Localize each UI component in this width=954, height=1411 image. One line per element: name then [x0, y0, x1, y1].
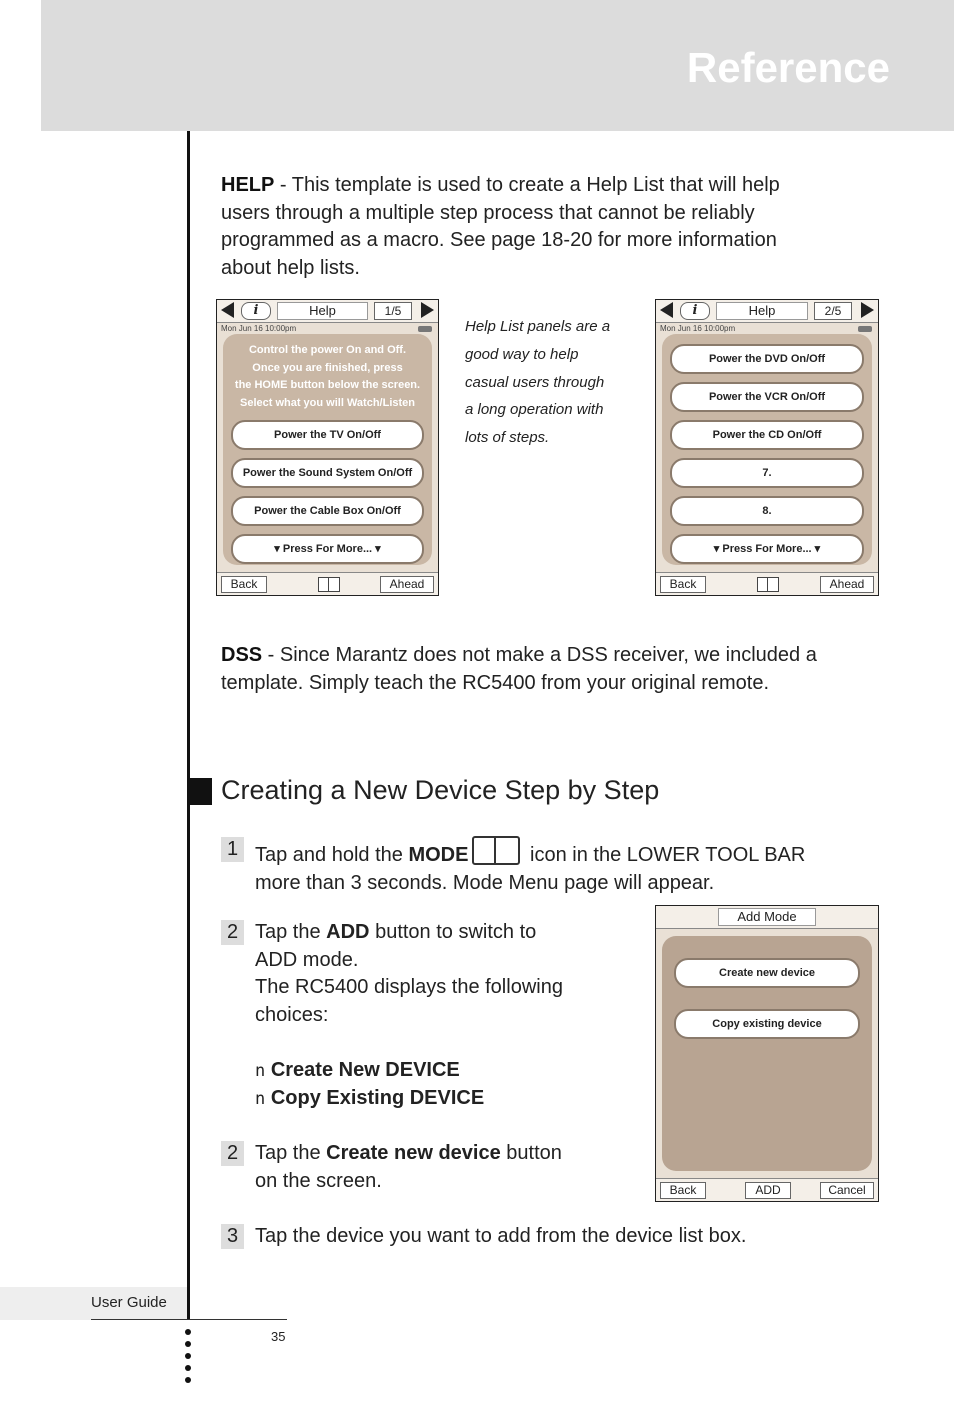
help-term: HELP — [221, 174, 275, 196]
right-arrow-icon — [421, 302, 434, 318]
left-arrow-icon — [660, 302, 673, 318]
choice-item: n Create New DEVICE — [255, 1058, 460, 1081]
panel-body — [223, 334, 432, 565]
info-icon: i — [241, 302, 271, 320]
panel-page: 1/5 — [374, 302, 412, 320]
help-line-4: about help lists. — [221, 256, 360, 279]
step-number: 1 — [221, 837, 244, 862]
choice-item: n Copy Existing DEVICE — [255, 1087, 485, 1109]
panel-bottom-bar — [656, 572, 878, 595]
back-button: Back — [660, 1182, 706, 1199]
dot-ornament — [185, 1377, 191, 1383]
mode-book-icon — [757, 577, 779, 592]
panel-button: Power the VCR On/Off — [670, 382, 864, 412]
help-paragraph — [221, 172, 780, 282]
panel-button: 7. — [670, 458, 864, 488]
panel-title: Help — [716, 302, 808, 320]
section-marker — [190, 778, 212, 805]
panel-button: Power the Cable Box On/Off — [231, 496, 424, 526]
panel-status: Mon Jun 16 10:00pm — [660, 324, 736, 333]
panel-button: Power the TV On/Off — [231, 420, 424, 450]
help-line-2: users through a multiple step process that cannot be reliably — [221, 201, 755, 224]
ahead-button: Ahead — [380, 576, 434, 593]
battery-icon — [858, 326, 872, 332]
dss-paragraph — [221, 642, 817, 697]
panel-button: ▾ Press For More... ▾ — [670, 534, 864, 564]
step-2-text: Tap the ADD button to switch to ADD mode. The RC5400 displays the following choices: n Create New DEVICE n Copy Existing DEVICE — [255, 919, 563, 1114]
step-3-text: Tap the device you want to add from the device list box. — [255, 1225, 747, 1247]
right-arrow-icon — [861, 302, 874, 318]
panel-title: Add Mode — [718, 908, 816, 926]
panel-button: Copy existing device — [674, 1009, 860, 1039]
mode-book-icon — [318, 577, 340, 592]
panel-top-bar — [217, 300, 438, 323]
bullet-icon: n — [255, 1089, 266, 1109]
panel-body — [662, 936, 872, 1171]
panel-bottom-bar — [656, 1178, 878, 1201]
info-icon: i — [680, 302, 710, 320]
panel-caption: Help List panels are a good way to help casual users through a long operation with lots of steps. — [465, 318, 611, 447]
help-panel-2-screenshot — [655, 299, 879, 596]
battery-icon — [418, 326, 432, 332]
panel-page: 2/5 — [814, 302, 852, 320]
step-number: 3 — [221, 1224, 244, 1249]
dot-ornament — [185, 1353, 191, 1359]
step-2b-text: Tap the Create new device button on the screen. — [255, 1142, 562, 1192]
footer-label: User Guide — [91, 1294, 167, 1311]
panel-bottom-bar — [217, 572, 438, 595]
step-1-text: Tap and hold the MODE icon in the LOWER TOOL BAR more than 3 seconds. Mode Menu page will appear. — [255, 836, 805, 897]
page-title: Reference — [686, 44, 890, 91]
panel-status: Mon Jun 16 10:00pm — [221, 324, 297, 333]
ahead-button: Ahead — [820, 576, 874, 593]
panel-button: Power the Sound System On/Off — [231, 458, 424, 488]
margin-rule — [187, 131, 190, 1319]
panel-help-text: Control the power On and Off. Once you are finished, press the HOME button below the screen. Select what you will Watch/Listen — [234, 344, 421, 409]
panel-title: Help — [277, 302, 368, 320]
section-title: Creating a New Device Step by Step — [221, 775, 660, 805]
dss-line-1: DSS - Since Marantz does not make a DSS receiver, we included a — [221, 644, 817, 666]
panel-button: ▾ Press For More... ▾ — [231, 534, 424, 564]
left-arrow-icon — [221, 302, 234, 318]
panel-body — [662, 334, 872, 565]
dot-ornament — [185, 1341, 191, 1347]
dss-line-2: template. Simply teach the RC5400 from your original remote. — [221, 671, 770, 694]
help-line-1: HELP - This template is used to create a Help List that will help — [221, 174, 780, 196]
panel-top-bar — [656, 300, 878, 323]
back-button: Back — [221, 576, 267, 593]
dot-ornament — [185, 1365, 191, 1371]
footer-rule — [91, 1319, 287, 1320]
panel-top-bar — [656, 906, 878, 929]
mode-book-icon — [472, 836, 520, 865]
back-button: Back — [660, 576, 706, 593]
panel-button: Power the DVD On/Off — [670, 344, 864, 374]
help-panel-1-screenshot — [216, 299, 439, 596]
panel-button: Create new device — [674, 958, 860, 988]
header-band — [41, 0, 954, 131]
step-number: 2 — [221, 1141, 244, 1166]
panel-button: Power the CD On/Off — [670, 420, 864, 450]
cancel-button: Cancel — [820, 1182, 874, 1199]
dot-ornament — [185, 1329, 191, 1335]
panel-button: 8. — [670, 496, 864, 526]
add-button: ADD — [745, 1182, 791, 1199]
step-number: 2 — [221, 920, 244, 945]
page-number: 35 — [271, 1329, 286, 1344]
help-line-3: programmed as a macro. See page 18-20 for more information — [221, 229, 777, 251]
bullet-icon: n — [255, 1060, 266, 1081]
dss-term: DSS — [221, 644, 263, 666]
add-mode-screenshot — [655, 905, 879, 1202]
